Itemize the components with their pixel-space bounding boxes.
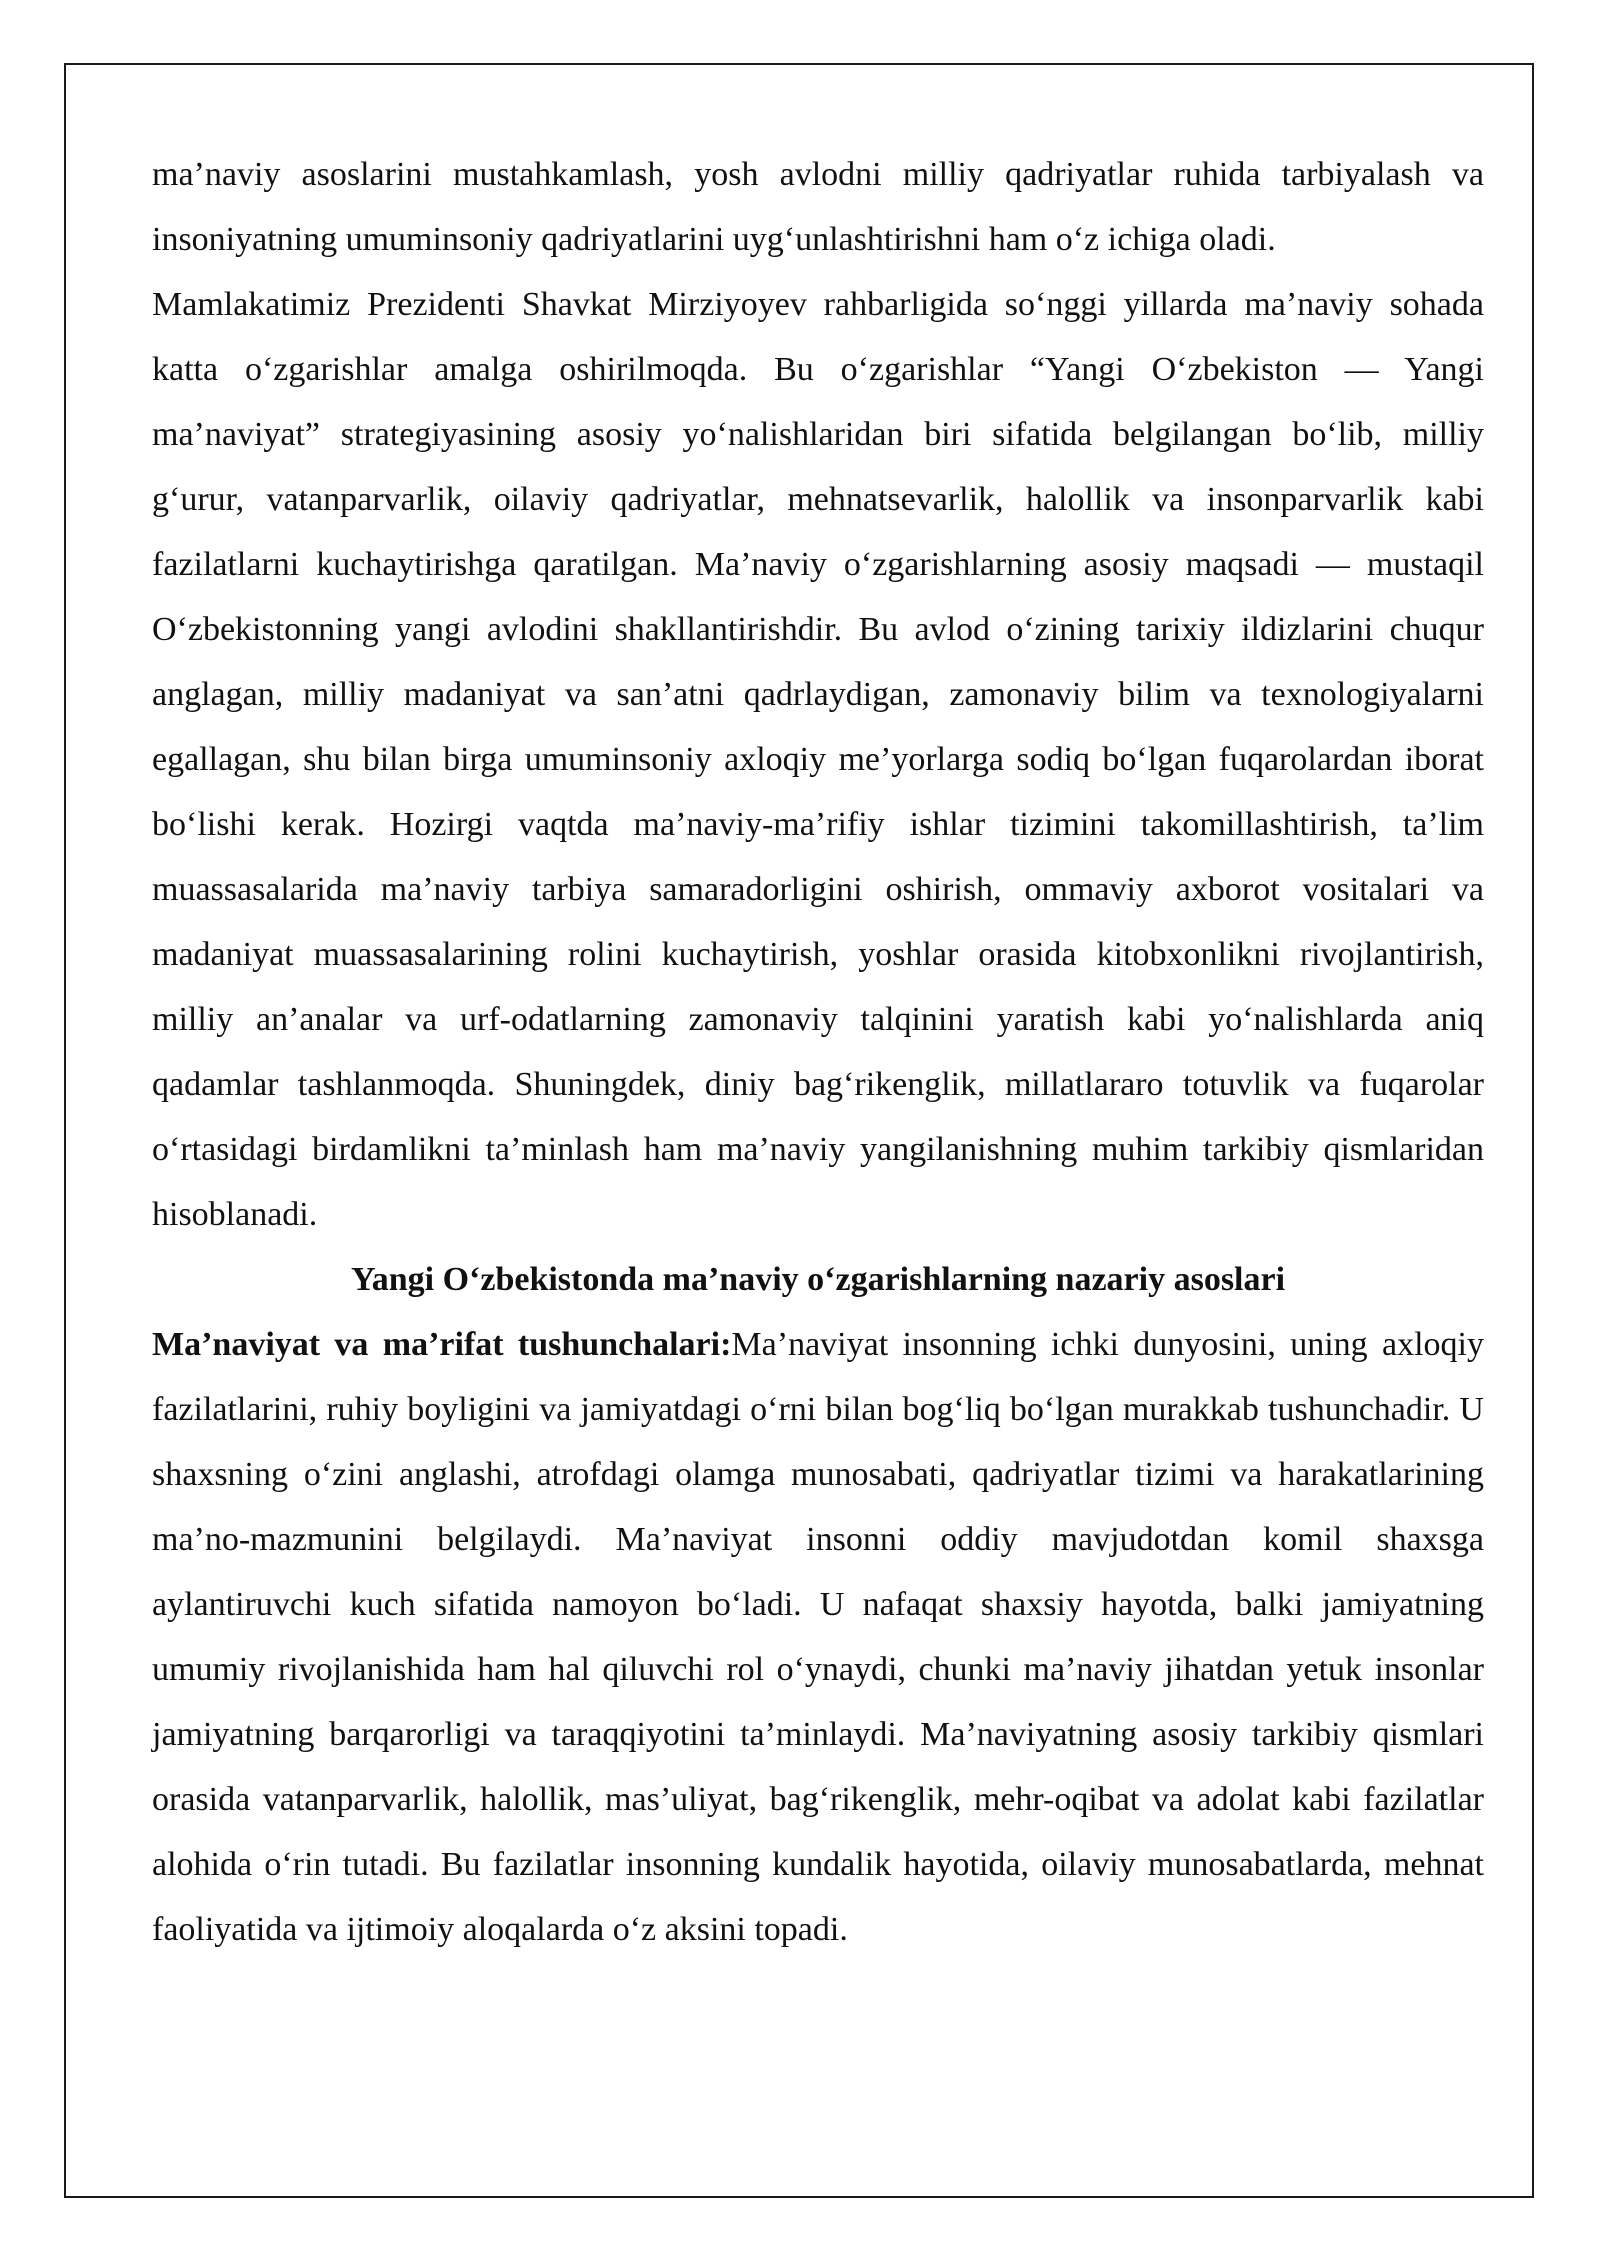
paragraph-definitions: [152, 1312, 1484, 1962]
paragraph-spiritual-reforms: Mamlakatimiz Prezidenti Shavkat Mirziyoyev rahbarligida so‘nggi yillarda ma’naviy sohada katta o‘zgarishlar amalga oshirilmoqda. Bu o‘zgarishlar “Yangi O‘zbekiston — Yangi ma’naviyat” strategiyasining asosiy yo‘nalishlaridan biri sifatida belgilangan bo‘lib, milliy g‘urur, vatanparvarlik, oilaviy qadriyatlar, mehnatsevarlik, halollik va insonparvarlik kabi fazilatlarni kuchaytirishga qaratilgan. Ma’naviy o‘zgarishlarning asosiy maqsadi — mustaqil O‘zbekistonning yangi avlodini shakllantirishdir. Bu avlod o‘zining tarixiy ildizlarini chuqur anglagan, milliy madaniyat va san’atni qadrlaydigan, zamonaviy bilim va texnologiyalarni egallagan, shu bilan birga umuminsoniy axloqiy me’yorlarga sodiq bo‘lgan fuqarolardan iborat bo‘lishi kerak. Hozirgi vaqtda ma’naviy-ma’rifiy ishlar tizimini takomillashtirish, ta’lim muassasalarida ma’naviy tarbiya samaradorligini oshirish, ommaviy axborot vositalari va madaniyat muassasalarining rolini kuchaytirish, yoshlar orasida kitobxonlikni rivojlantirish, milliy an’analar va urf-odatlarning zamonaviy talqinini yaratish kabi yo‘nalishlarda aniq qadamlar tashlanmoqda. Shuningdek, diniy bag‘rikenglik, millatlararo totuvlik va fuqarolar o‘rtasidagi birdamlikni ta’minlash ham ma’naviy yangilanishning muhim tarkibiy qismlaridan hisoblanadi.: [152, 286, 1484, 1233]
section-body-text: Ma’naviyat insonning ichki dunyosini, uning axloqiy fazilatlarini, ruhiy boyligini va jamiyatdagi o‘rni bilan bog‘liq bo‘lgan murakkab tushunchadir. U shaxsning o‘zini anglashi, atrofdagi olamga munosabati, qadriyatlar tizimi va harakatlarining ma’no-mazmunini belgilaydi. Ma’naviyat insonni oddiy mavjudotdan komil shaxsga aylantiruvchi kuch sifatida namoyon bo‘ladi. U nafaqat shaxsiy hayotda, balki jamiyatning umumiy rivojlanishida ham hal qiluvchi rol o‘ynaydi, chunki ma’naviy jihatdan yetuk insonlar jamiyatning barqarorligi va taraqqiyotini ta’minlaydi. Ma’naviyatning asosiy tarkibiy qismlari orasida vatanparvarlik, halollik, mas’uliyat, bag‘rikenglik, mehr-oqibat va adolat kabi fazilatlar alohida o‘rin tutadi. Bu fazilatlar insonning kundalik hayotida, oilaviy munosabatlarda, mehnat faoliyatida va ijtimoiy aloqalarda o‘z aksini topadi.: [152, 1326, 1484, 1948]
paragraph-intro-continuation: ma’naviy asoslarini mustahkamlash, yosh avlodni milliy qadriyatlar ruhida tarbiyalash va insoniyatning umuminsoniy qadriyatlarini uyg‘unlashtirishni ham o‘z ichiga oladi.: [152, 156, 1484, 258]
section-heading: Yangi O‘zbekistonda ma’naviy o‘zgarishlarning nazariy asoslari: [350, 1261, 1286, 1298]
document-body: [152, 142, 1484, 1962]
section-lead-term: Ma’naviyat va ma’rifat tushunchalari:: [152, 1326, 732, 1363]
